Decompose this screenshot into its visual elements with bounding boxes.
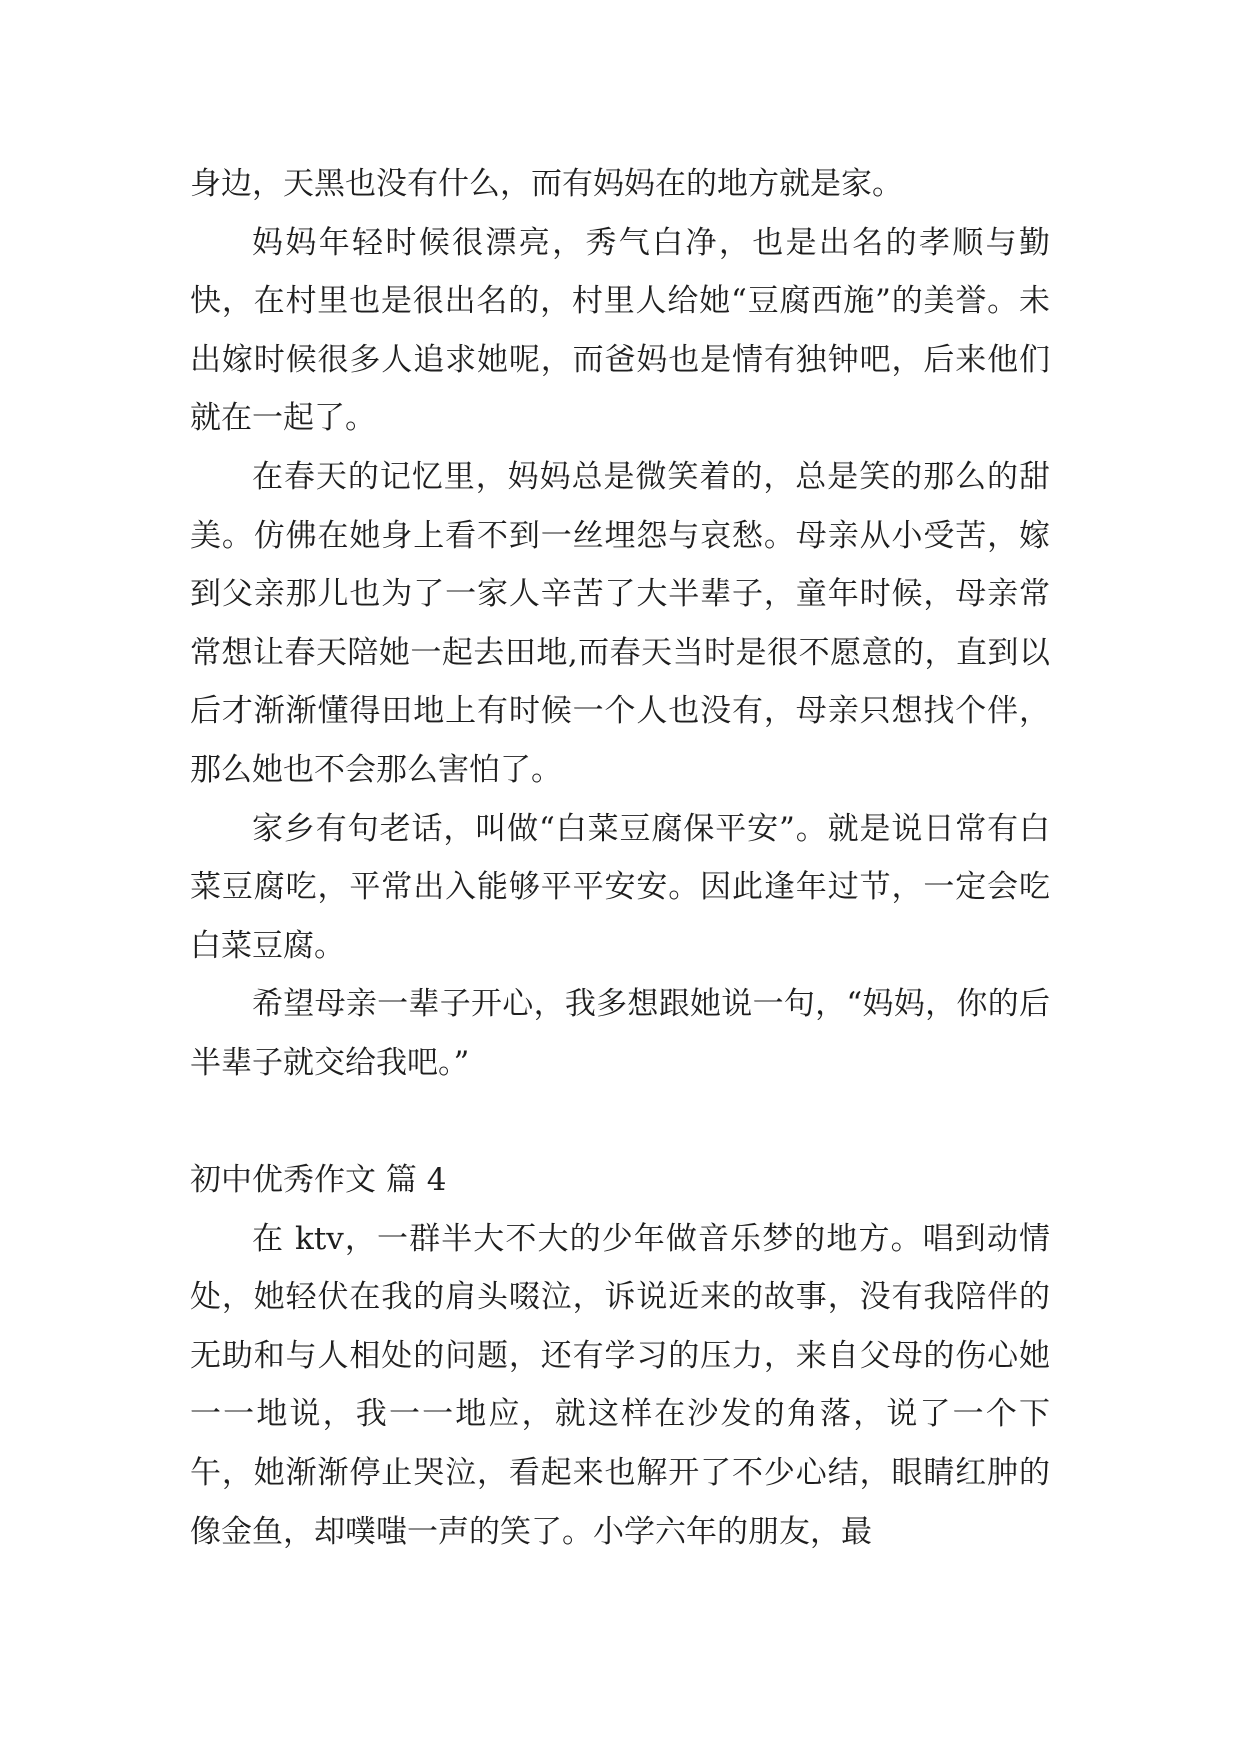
paragraph-2: 妈妈年轻时候很漂亮，秀气白净，也是出名的孝顺与勤快，在村里也是很出名的，村里人给她“豆腐西施”的美誉。未出嫁时候很多人追求她呢，而爸妈也是情有独钟吧，后来他们就在一起了。 (190, 224, 1050, 437)
paragraph-5: 希望母亲一辈子开心，我多想跟她说一句，“妈妈，你的后半辈子就交给我吧。” (190, 986, 1050, 1081)
paragraph-1: 身边，天黑也没有什么，而有妈妈在的地方就是家。 (190, 166, 903, 202)
paragraph-4: 家乡有句老话，叫做“白菜豆腐保平安”。就是说日常有白菜豆腐吃，平常出入能够平平安安。因此逢年过节，一定会吃白菜豆腐。 (190, 810, 1050, 964)
paragraph-6: 在 ktv，一群半大不大的少年做音乐梦的地方。唱到动情处，她轻伏在我的肩头啜泣，诉说近来的故事，没有我陪伴的无助和与人相处的问题，还有学习的压力，来自父母的伤心她一一地说，我一一地应，就这样在沙发的角落，说了一个下午，她渐渐停止哭泣，看起来也解开了不少心结，眼睛红肿的像金鱼，却噗嗤一声的笑了。小学六年的朋友，最 (190, 1220, 1050, 1550)
paragraph-3: 在春天的记忆里，妈妈总是微笑着的，总是笑的那么的甜美。仿佛在她身上看不到一丝埋怨与哀愁。母亲从小受苦，嫁到父亲那儿也为了一家人辛苦了大半辈子，童年时候，母亲常常想让春天陪她一起去田地,而春天当时是很不愿意的，直到以后才渐渐懂得田地上有时候一个人也没有，母亲只想找个伴，那么她也不会那么害怕了。 (190, 458, 1050, 788)
section-heading: 初中优秀作文 篇 4 (190, 1162, 447, 1199)
document-body (190, 155, 1050, 1561)
